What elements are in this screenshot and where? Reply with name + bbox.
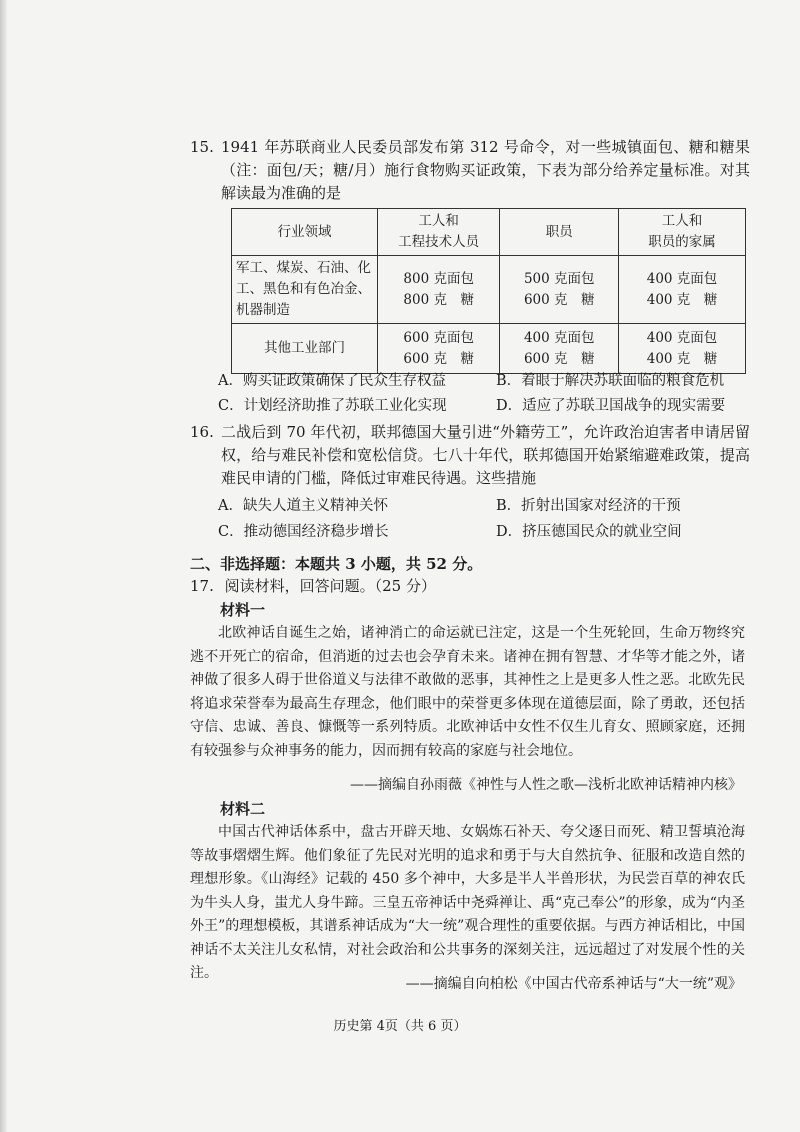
table-cell: 600 克面包 600 克 糖 [378,324,500,374]
option-d: D．挤压德国民众的就业空间 [496,524,682,540]
question-16 [190,421,750,490]
table-row [232,324,746,374]
question-number: 15. [190,138,214,156]
table-cell: 军工、煤炭、石油、化工、黑色和有色冶金、机器制造 [232,256,378,324]
option-a: A．购买证政策确保了民众生存权益 [218,373,446,389]
page-footer: 历史第 4页（共 6 页） [333,1019,467,1034]
material-2-text: 中国古代神话体系中，盘古开辟天地、女娲炼石补天、夸父逐日而死、精卫誓填沧海等故事熠熠生辉。他们象征了先民对光明的追求和勇于与大自然抗争、征服和改造自然的理想形象。《山海经》记载的 450 多个神中，大多是半人半兽形状，为民尝百草的神农氏为牛头人身，蚩尤人身牛蹄。三皇五帝神话中尧舜禅让、禹“克己奉公”的形象，成为“内圣外王”的理想模板，其谱系神话成为“大一统”观合理性的重要依据。与西方神话相比，中国神话不太关注儿女私情，对社会政治和公共事务的深刻关注，远远超过了对发展个性的关注。 [190,824,745,981]
option-c: C．计划经济助推了苏联工业化实现 [218,398,447,414]
table-row [232,256,746,324]
question-number: 17. [190,577,214,595]
table-header-cell: 职员 [500,209,619,256]
question-stem: 1941 年苏联商业人民委员部发布第 312 号命令，对一些城镇面包、糖和糖果（注：面包/天；糖/月）施行食物购买证政策，下表为部分给养定量标准。对其解读最为准确的是 [221,138,750,202]
table-cell: 500 克面包 600 克 糖 [500,256,619,324]
question-15 [190,136,750,205]
material-2-title: 材料二 [220,800,266,818]
option-a: A．缺失人道主义精神关怀 [218,498,388,514]
question-17 [190,575,750,598]
question-stem: 二战后到 70 年代初，联邦德国大量引进“外籍劳工”，允许政治迫害者申请居留权，给与难民补偿和宽松信贷。七八十年代，联邦德国开始紧缩避难政策，提高难民申请的门槛，降低过审难民待遇。这些措施 [221,423,750,487]
material-2-source: ——摘编自向柏松《中国古代帝系神话与“大一统”观》 [405,976,742,992]
ration-table [231,208,746,374]
option-d: D．适应了苏联卫国战争的现实需要 [496,398,726,414]
table-cell: 800 克面包 800 克 糖 [378,256,500,324]
table-header-cell: 工人和 职员的家属 [619,209,746,256]
option-b: B．折射出国家对经济的干预 [496,498,681,514]
option-c: C．推动德国经济稳步增长 [218,524,389,540]
question-stem: 阅读材料，回答问题。（25 分） [224,577,436,595]
material-1-text: 北欧神话自诞生之始，诸神消亡的命运就已注定，这是一个生死轮回，生命万物终究逃不开死亡的宿命，但消逝的过去也会孕育未来。诸神在拥有智慧、才华等才能之外，诸神做了很多人碍于世俗道义与法律不敢做的恶事，其神性之上是更多人性之恶。北欧先民将追求荣誉奉为最高生存理念，他们眼中的荣誉更多体现在道德层面，除了勇敢，还包括守信、忠诚、善良、慷慨等一系列特质。北欧神话中女性不仅生儿育女、照顾家庭，还拥有较强参与众神事务的能力，因而拥有较高的家庭与社会地位。 [190,625,745,759]
table-cell: 其他工业部门 [232,324,378,374]
material-1-title: 材料一 [220,601,266,619]
material-1-source: ——摘编自孙雨薇《神性与人性之歌—浅析北欧神话精神内核》 [350,777,742,793]
table-cell: 400 克面包 400 克 糖 [619,256,746,324]
table-header-row [232,209,746,256]
question-number: 16. [190,423,214,441]
table-cell: 400 克面包 600 克 糖 [500,324,619,374]
table-header-cell: 行业领域 [232,209,378,256]
section-heading: 二、非选择题：本题共 3 小题，共 52 分。 [190,555,483,573]
table-header-cell: 工人和 工程技术人员 [378,209,500,256]
table-cell: 400 克面包 400 克 糖 [619,324,746,374]
option-b: B．着眼于解决苏联面临的粮食危机 [496,373,725,389]
